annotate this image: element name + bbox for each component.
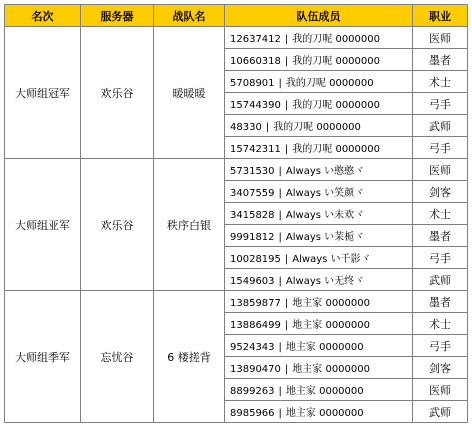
member-separator: | (278, 166, 282, 177)
member-name: 地主家 0000000 (292, 298, 370, 309)
member-separator: | (278, 386, 282, 397)
rank-cell: 大师组季军 (5, 291, 81, 423)
team-cell: 秩序白银 (154, 159, 225, 291)
member-cell (225, 225, 413, 247)
member-id: 8985966 (230, 408, 275, 419)
member-name: 我的刀呢 0000000 (292, 34, 380, 45)
member-separator: | (278, 232, 282, 243)
member-separator: | (284, 56, 289, 67)
job-cell: 弓手 (413, 247, 468, 269)
member-id: 9524343 (230, 342, 275, 353)
member-cell (225, 313, 413, 335)
table-row (5, 291, 468, 313)
member-cell (225, 379, 413, 401)
member-id: 9991812 (230, 232, 275, 243)
member-cell (225, 159, 413, 181)
member-cell (225, 27, 413, 49)
member-name: Always い苿栀ヾ (285, 232, 365, 243)
header-row (5, 5, 468, 27)
rank-cell: 大师组亚军 (5, 159, 81, 291)
member-separator: | (278, 408, 282, 419)
job-cell: 剑客 (413, 181, 468, 203)
table-row (5, 159, 468, 181)
job-cell: 墨者 (413, 225, 468, 247)
member-id: 3415828 (230, 210, 275, 221)
member-name: Always い笑颜ヾ (285, 188, 365, 199)
job-cell: 医师 (413, 379, 468, 401)
job-cell: 墨者 (413, 49, 468, 71)
ranking-table (4, 4, 468, 423)
rank-cell: 大师组冠军 (5, 27, 81, 159)
header-members: 队伍成员 (225, 5, 413, 27)
member-id: 1549603 (230, 276, 275, 287)
team-cell: 暖暖暖 (154, 27, 225, 159)
member-id: 12637412 (230, 34, 281, 45)
team-cell: 6 楼搓背 (154, 291, 225, 423)
header-team: 战队名 (154, 5, 225, 27)
member-id: 48330 (230, 122, 262, 133)
member-name: 我的刀呢 0000000 (292, 56, 380, 67)
member-separator: | (284, 364, 289, 375)
member-name: 我的刀呢 0000000 (292, 144, 380, 155)
member-separator: | (278, 342, 282, 353)
member-separator: | (265, 122, 270, 133)
corner-mark (2, 417, 8, 423)
table-row (5, 27, 468, 49)
member-name: 地主家 0000000 (285, 386, 364, 397)
member-id: 3407559 (230, 188, 275, 199)
member-id: 13859877 (230, 298, 281, 309)
member-separator: | (284, 100, 289, 111)
job-cell: 弓手 (413, 137, 468, 159)
member-name: 地主家 0000000 (292, 364, 370, 375)
job-cell: 医师 (413, 27, 468, 49)
member-cell (225, 247, 413, 269)
member-id: 5708901 (230, 78, 275, 89)
member-name: 我的刀呢 0000000 (292, 100, 380, 111)
job-cell: 弓手 (413, 93, 468, 115)
ranking-table-wrapper (4, 4, 468, 423)
member-separator: | (284, 34, 289, 45)
member-name: 我的刀呢 0000000 (285, 78, 374, 89)
member-cell (225, 49, 413, 71)
member-name: Always い憨憨ヾ (285, 166, 365, 177)
job-cell: 剑客 (413, 357, 468, 379)
job-cell: 术士 (413, 71, 468, 93)
member-cell (225, 181, 413, 203)
job-cell: 术士 (413, 203, 468, 225)
member-name: Always い千影ヾ (292, 254, 371, 265)
member-cell (225, 137, 413, 159)
member-cell (225, 291, 413, 313)
member-separator: | (278, 276, 282, 287)
member-name: 地主家 0000000 (285, 408, 364, 419)
member-cell (225, 203, 413, 225)
member-id: 13886499 (230, 320, 281, 331)
job-cell: 医师 (413, 159, 468, 181)
member-separator: | (278, 188, 282, 199)
member-id: 13890470 (230, 364, 281, 375)
member-name: 地主家 0000000 (292, 320, 370, 331)
member-separator: | (284, 144, 289, 155)
member-separator: | (284, 254, 289, 265)
header-server: 服务器 (81, 5, 154, 27)
member-id: 15744390 (230, 100, 281, 111)
member-cell (225, 335, 413, 357)
job-cell: 墨者 (413, 291, 468, 313)
member-cell (225, 357, 413, 379)
header-job: 职业 (413, 5, 468, 27)
member-cell (225, 269, 413, 291)
table-body (5, 27, 468, 423)
member-name: Always い无终ヾ (285, 276, 365, 287)
member-separator: | (278, 78, 282, 89)
member-cell (225, 93, 413, 115)
member-cell (225, 401, 413, 423)
server-cell: 欢乐谷 (81, 27, 154, 159)
header-rank: 名次 (5, 5, 81, 27)
member-separator: | (284, 320, 289, 331)
job-cell: 术士 (413, 313, 468, 335)
member-id: 15742311 (230, 144, 281, 155)
member-id: 5731530 (230, 166, 275, 177)
member-separator: | (278, 210, 282, 221)
job-cell: 弓手 (413, 335, 468, 357)
member-name: Always い未欢ヾ (285, 210, 365, 221)
job-cell: 武师 (413, 401, 468, 423)
server-cell: 欢乐谷 (81, 159, 154, 291)
member-id: 10028195 (230, 254, 281, 265)
job-cell: 武师 (413, 269, 468, 291)
member-name: 我的刀呢 0000000 (273, 122, 361, 133)
member-name: 地主家 0000000 (285, 342, 364, 353)
member-cell (225, 71, 413, 93)
member-cell (225, 115, 413, 137)
job-cell: 武师 (413, 115, 468, 137)
member-separator: | (284, 298, 289, 309)
server-cell: 忘忧谷 (81, 291, 154, 423)
member-id: 8899263 (230, 386, 275, 397)
member-id: 10660318 (230, 56, 281, 67)
